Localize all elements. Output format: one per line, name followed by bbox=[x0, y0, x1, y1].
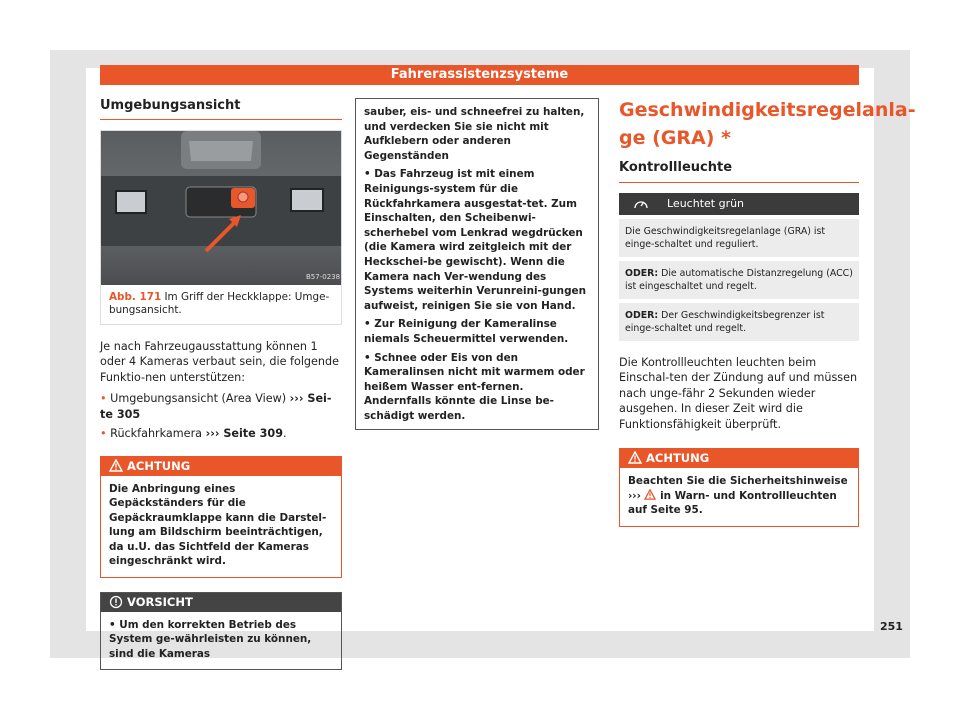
page-link[interactable]: ››› Sei-te 305 bbox=[100, 392, 332, 421]
list-item: • Das Fahrzeug ist mit einem Reinigungs-system für die Rückfahrkamera ausgestat-tet. Zum Einschalten, den Scheibenwi-scherhebel vom Lenkrad wegdrücken (die Kamera wird zeitgleich mit der Heckschei-be gewischt). Wenn die Kamera nach Ver-wendung des Systems weiterhin Verunreini-gungen aufweist, reinigen Sie sie von Hand. bbox=[364, 168, 586, 312]
indicator-row bbox=[619, 303, 859, 341]
warning-triangle-icon bbox=[109, 459, 123, 472]
list-item: • Schnee oder Eis von den Kameralinsen nicht mit warmem oder heißem Wasser ent-fernen. Andernfalls könnte die Linse be-schädigt werden. bbox=[364, 351, 585, 422]
figure-code: B57-0238 bbox=[306, 272, 341, 281]
list-item-text: Schnee oder Eis von den Kameralinsen nicht mit warmem oder heißem Wasser ent-fernen. Andernfalls könnte die Linse be-schädigt werden. bbox=[364, 351, 585, 422]
list-item-text: Das Fahrzeug ist mit einem Reinigungs-system für die Rückfahrkamera ausgestat-tet. Zum Einschalten, den Scheibenwi-scherhebel vom Lenkrad wegdrücken (die Kamera wird zeitgleich mit der Heckschei-be gewischt). Wenn die Kamera nach Ver-wendung des Systems weiterhin Verunreini-gungen aufweist, reinigen Sie sie von Hand. bbox=[364, 168, 586, 312]
note-box bbox=[100, 592, 342, 671]
note-title: VORSICHT bbox=[127, 594, 193, 609]
section-heading: Umgebungsansicht bbox=[100, 98, 342, 120]
section-title-line: ge (GRA) * bbox=[619, 127, 731, 149]
figure-caption bbox=[101, 285, 341, 324]
column-3 bbox=[619, 98, 916, 527]
indicator-table bbox=[619, 193, 859, 341]
indicator-row bbox=[619, 219, 859, 257]
indicator-row-text: Die automatische Distanzregelung (ACC) ist eingeschaltet und regelt. bbox=[625, 267, 853, 292]
indicator-row bbox=[619, 261, 859, 299]
warning-triangle-icon bbox=[644, 489, 656, 500]
figure bbox=[100, 130, 342, 325]
tailgate-handle-image bbox=[101, 131, 341, 285]
page-link[interactable]: ››› Seite 309 bbox=[205, 427, 283, 440]
warning-body bbox=[620, 468, 858, 526]
warning-body-text[interactable]: Beachten Sie die Sicherheitshinweise ››› bbox=[628, 475, 848, 502]
indicator-label: Leuchtet grün bbox=[667, 196, 745, 210]
subheading: Kontrollleuchte bbox=[619, 160, 859, 183]
indicator-header bbox=[619, 193, 859, 215]
warning-body: Die Anbringung eines Gepäckständers für die Gepäckraumklappe kann die Darstel-lung am Bildschirm beeinträchtigen, da u.U. das Sichtfeld der Kameras eingeschränkt wird. bbox=[109, 482, 327, 567]
warning-title: ACHTUNG bbox=[646, 451, 710, 465]
note-continuation-box bbox=[355, 98, 599, 430]
warning-box bbox=[100, 456, 342, 578]
note-body: • Um den korrekten Betrieb des System ge-währleisten zu können, sind die Kameras bbox=[109, 618, 312, 660]
column-2 bbox=[355, 98, 599, 430]
list-item: • Zur Reinigung der Kameralinse niemals Scheuermittel verwenden. bbox=[364, 318, 569, 345]
note-body-text: Um den korrekten Betrieb des System ge-währleisten zu können, sind die Kameras bbox=[109, 618, 312, 660]
warning-header bbox=[101, 457, 341, 476]
chapter-header: Fahrerassistenzsysteme bbox=[100, 65, 859, 85]
list-item: • Umgebungsansicht (Area View) ››› Sei-te 305 bbox=[100, 392, 332, 421]
list-item: • Rückfahrkamera ››› Seite 309. bbox=[100, 427, 287, 440]
list-item-text: Rückfahrkamera bbox=[110, 427, 203, 440]
page-number: 251 bbox=[880, 620, 903, 633]
column-1 bbox=[100, 98, 342, 670]
info-circle-icon bbox=[109, 595, 123, 609]
intro-paragraph: Je nach Fahrzeugausstattung können 1 oder 4 Kameras verbaut sein, die folgende Funktio-nen unterstützen: bbox=[100, 339, 339, 384]
warning-header bbox=[620, 449, 858, 468]
body-paragraph: Die Kontrollleuchten leuchten beim Einschal-ten der Zündung auf und müssen nach unge-fähr 2 Sekunden wieder ausgehen. In dieser Zeit wird die Funktionsfähigkeit überprüft. bbox=[619, 355, 858, 431]
indicator-row-text: Die Geschwindigkeitsregelanlage (GRA) ist einge-schaltet und reguliert. bbox=[625, 225, 826, 250]
warning-body-text[interactable]: in Warn- und Kontrollleuchten auf Seite 95. bbox=[628, 489, 837, 516]
speedometer-icon bbox=[633, 197, 649, 211]
warning-title: ACHTUNG bbox=[127, 458, 191, 473]
row-prefix: ODER: bbox=[625, 267, 659, 279]
row-prefix: ODER: bbox=[625, 309, 659, 321]
warning-triangle-icon bbox=[628, 451, 642, 464]
list-item-text: Umgebungsansicht (Area View) bbox=[110, 392, 287, 405]
indicator-row-text: Der Geschwindigkeitsbegrenzer ist einge-schaltet und regelt. bbox=[625, 309, 825, 334]
section-title bbox=[619, 98, 916, 150]
list-item-text: Zur Reinigung der Kameralinse niemals Scheuermittel verwenden. bbox=[364, 318, 569, 345]
figure-label: Abb. 171 bbox=[109, 290, 162, 303]
section-title-line: Geschwindigkeitsregelanla- bbox=[619, 99, 916, 121]
figure-caption-text: Im Griff der Heckklappe: Umge-bungsansicht. bbox=[109, 290, 330, 316]
note-header bbox=[101, 593, 341, 612]
continuation-text: sauber, eis- und schneefrei zu halten, und verdecken Sie sie nicht mit Aufklebern oder anderen Gegenständen bbox=[364, 106, 585, 162]
warning-box bbox=[619, 448, 859, 527]
